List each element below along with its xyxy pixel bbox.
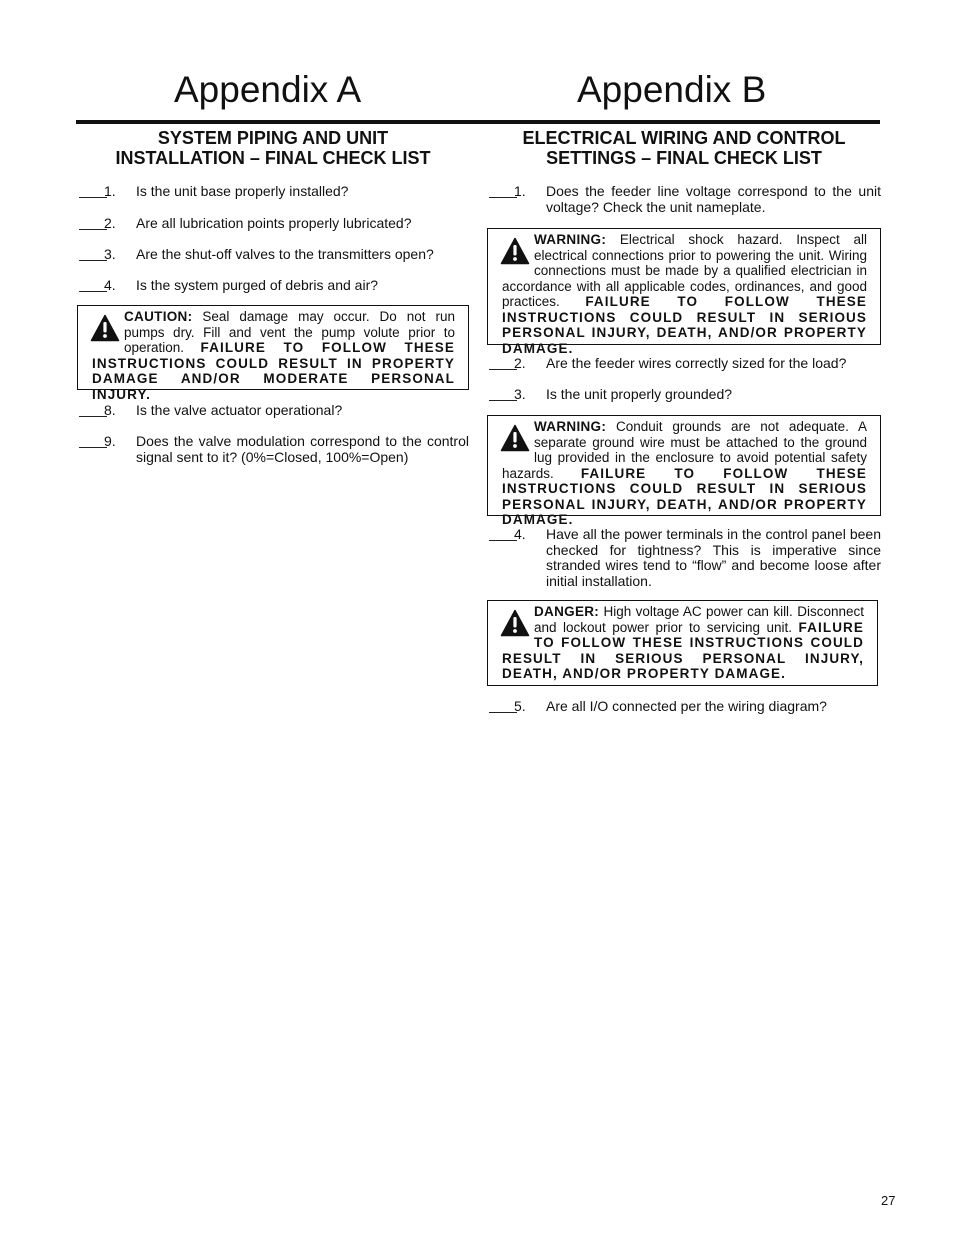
warning-triangle-icon: [500, 424, 530, 452]
item-number: 1.: [104, 183, 116, 199]
check-blank[interactable]: [79, 291, 107, 292]
danger-emphasis: FAILURE TO FOLLOW THESE INSTRUCTIONS COULD RESULT IN SERIOUS PERSONAL INJURY, DEATH, AND/OR PROPERTY DAMAGE.: [502, 619, 864, 681]
item-text: Are the feeder wires correctly sized for the load?: [546, 355, 847, 371]
item-number: 2.: [514, 355, 526, 371]
caution-emphasis: FAILURE TO FOLLOW THESE INSTRUCTIONS COULD RESULT IN PROPERTY DAMAGE AND/OR MODERATE PERSONAL INJURY.: [92, 340, 455, 402]
danger-text: High voltage AC power can kill. Disconnect and lockout power prior to servicing unit.: [534, 604, 864, 635]
item-text: Is the unit properly grounded?: [546, 386, 733, 402]
electrical-checklist-section: [487, 128, 881, 714]
title-line-2: INSTALLATION – FINAL CHECK LIST: [115, 148, 431, 168]
item-number: 4.: [514, 526, 526, 542]
item-text: Are all I/O connected per the wiring diagram?: [546, 698, 827, 714]
item-text: Is the unit base properly installed?: [136, 183, 349, 199]
checklist-item: [487, 184, 881, 215]
item-text: Does the feeder line voltage correspond to the unit voltage? Check the unit nameplate.: [546, 183, 881, 215]
warning-label: WARNING:: [534, 232, 607, 247]
checklist-item: [77, 403, 469, 419]
appendix-a-title: Appendix A: [174, 69, 362, 110]
check-blank[interactable]: [489, 712, 517, 713]
item-number: 3.: [514, 386, 526, 402]
header-divider: [76, 120, 880, 124]
checklist-item: [487, 356, 881, 372]
checklist-item: [77, 216, 469, 232]
warning-triangle-icon: [500, 609, 530, 637]
warning-emphasis: FAILURE TO FOLLOW THESE INSTRUCTIONS COULD RESULT IN SERIOUS PERSONAL INJURY, DEATH, AND/OR PROPERTY DAMAGE.: [502, 294, 867, 356]
item-number: 4.: [104, 277, 116, 293]
electrical-checklist-title: [487, 128, 881, 168]
checklist-item: [77, 434, 469, 465]
piping-checklist-section: [77, 128, 469, 465]
item-number: 5.: [514, 698, 526, 714]
item-text: Does the valve modulation correspond to the control signal sent to it? (0%=Closed, 100%=Open): [136, 433, 469, 465]
item-number: 9.: [104, 433, 116, 449]
checklist-item: [487, 387, 881, 403]
check-blank[interactable]: [79, 416, 107, 417]
caution-text: Seal damage may occur. Do not run pumps dry. Fill and vent the pump volute prior to operation.: [124, 309, 455, 355]
danger-box: [487, 600, 878, 686]
item-text: Is the valve actuator operational?: [136, 402, 343, 418]
check-blank[interactable]: [489, 369, 517, 370]
danger-label: DANGER:: [534, 604, 600, 619]
item-number: 3.: [104, 246, 116, 262]
appendix-b-title: Appendix B: [577, 69, 767, 110]
item-number: 2.: [104, 215, 116, 231]
checklist-item: [487, 527, 881, 589]
title-line-2: SETTINGS – FINAL CHECK LIST: [546, 148, 822, 168]
piping-checklist-title: [77, 128, 469, 168]
title-line-1: SYSTEM PIPING AND UNIT: [157, 128, 389, 148]
warning-box-electrical: [487, 228, 881, 356]
warning-emphasis: FAILURE TO FOLLOW THESE INSTRUCTIONS COULD RESULT IN SERIOUS PERSONAL INJURY, DEATH, AND/OR PROPERTY DAMAGE.: [502, 465, 867, 527]
item-text: Are all lubrication points properly lubricated?: [136, 215, 412, 231]
warning-box-grounding: [487, 415, 881, 527]
checklist-item: [487, 699, 881, 715]
check-blank[interactable]: [79, 260, 107, 261]
caution-box: [77, 305, 469, 402]
caution-label: CAUTION:: [124, 309, 193, 324]
item-number: 1.: [514, 183, 526, 199]
check-blank[interactable]: [79, 447, 107, 448]
warning-label: WARNING:: [534, 419, 607, 434]
warning-triangle-icon: [500, 237, 530, 265]
check-blank[interactable]: [489, 540, 517, 541]
warning-triangle-icon: [90, 314, 120, 342]
check-blank[interactable]: [79, 197, 107, 198]
item-text: Is the system purged of debris and air?: [136, 277, 379, 293]
page-number: 27: [881, 1193, 896, 1208]
checklist-item: [77, 278, 469, 294]
check-blank[interactable]: [489, 400, 517, 401]
title-line-1: ELECTRICAL WIRING AND CONTROL: [522, 128, 846, 148]
warning-text: Electrical shock hazard. Inspect all electrical connections prior to powering the unit. Wiring connections must be made by a qualified electrician in accordance with all applicable codes, ordinances, and good practices.: [502, 232, 867, 309]
item-text: Are the shut-off valves to the transmitters open?: [136, 246, 434, 262]
item-number: 8.: [104, 402, 116, 418]
warning-text: Conduit grounds are not adequate. A separate ground wire must be attached to the ground lug provided in the enclosure to avoid potential safety hazards.: [502, 419, 867, 481]
check-blank[interactable]: [489, 197, 517, 198]
item-text: Have all the power terminals in the control panel been checked for tightness? This is imperative since stranded wires tend to “flow” and become loose after initial installation.: [546, 526, 881, 589]
check-blank[interactable]: [79, 229, 107, 230]
checklist-item: [77, 184, 469, 200]
checklist-item: [77, 247, 469, 263]
